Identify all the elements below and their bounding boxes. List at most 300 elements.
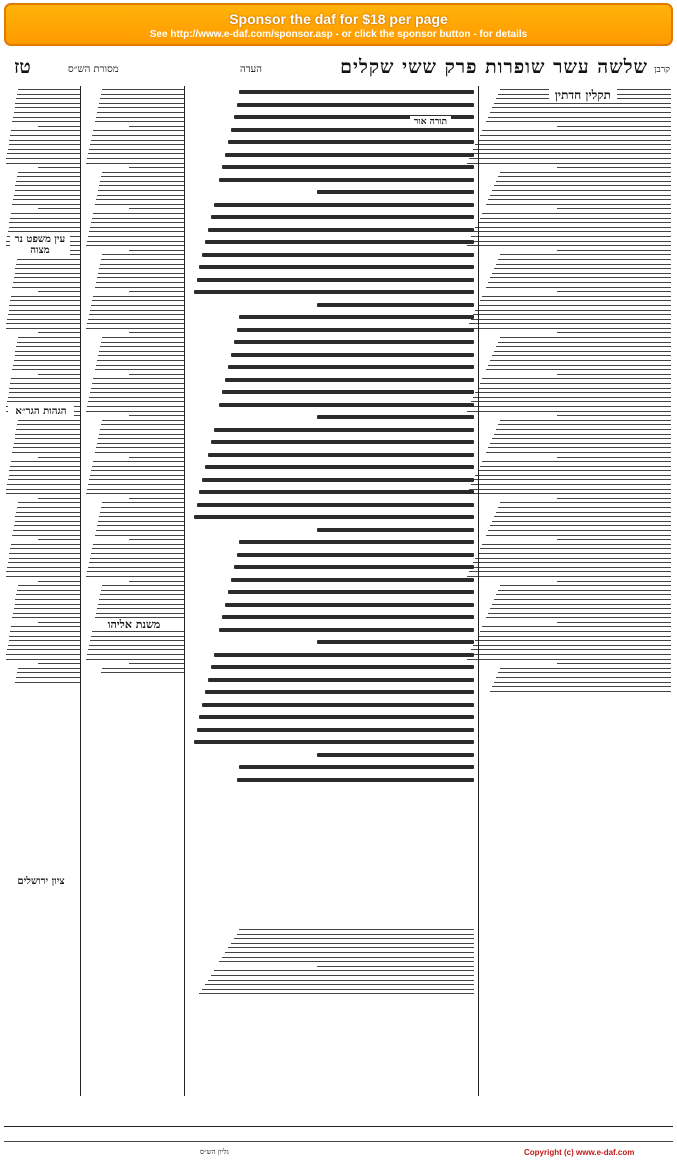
text-line — [16, 98, 80, 99]
text-line — [100, 181, 184, 182]
text-line — [18, 420, 80, 421]
text-line — [97, 608, 184, 609]
text-line — [557, 332, 671, 333]
text-line — [11, 626, 80, 627]
text-line — [86, 493, 184, 494]
text-line — [494, 434, 671, 435]
text-line — [208, 228, 474, 232]
commentary-column-right — [463, 86, 671, 1096]
text-line — [14, 195, 80, 196]
text-line — [88, 649, 184, 650]
text-line — [492, 107, 671, 108]
text-line — [92, 466, 184, 467]
text-line — [86, 328, 184, 329]
text-line — [317, 415, 474, 419]
text-line — [87, 571, 184, 572]
text-line — [8, 479, 80, 480]
text-line — [12, 452, 80, 453]
text-line — [129, 374, 184, 375]
text-line — [11, 378, 80, 379]
text-line — [89, 397, 184, 398]
text-line — [91, 305, 184, 306]
text-line — [317, 966, 474, 967]
text-line — [15, 190, 80, 191]
text-line — [18, 172, 80, 173]
text-line — [482, 461, 671, 462]
talmud-page — [0, 86, 677, 1132]
text-line — [14, 608, 80, 609]
text-line — [15, 599, 80, 600]
text-line — [473, 562, 671, 563]
text-line — [496, 181, 671, 182]
sponsor-title[interactable]: Sponsor the daf for $18 per page — [229, 11, 448, 27]
text-line — [9, 475, 80, 476]
text-line — [211, 665, 474, 669]
text-line — [557, 291, 671, 292]
text-line — [237, 103, 474, 107]
text-line — [492, 521, 671, 522]
text-line — [86, 576, 184, 577]
text-line — [557, 457, 671, 458]
text-line — [87, 654, 184, 655]
text-line — [90, 392, 184, 393]
text-line — [317, 303, 474, 307]
text-line — [97, 195, 184, 196]
column-divider — [80, 86, 81, 1096]
text-line — [18, 502, 80, 503]
hagahot-heading: הגהות הגר״א — [8, 406, 74, 417]
text-line — [486, 369, 671, 370]
text-line — [469, 323, 671, 324]
text-line — [98, 107, 184, 108]
text-line — [467, 245, 671, 246]
text-line — [234, 938, 474, 939]
text-line — [478, 553, 671, 554]
text-line — [6, 659, 80, 660]
text-line — [102, 668, 184, 669]
text-line — [95, 369, 184, 370]
text-line — [90, 475, 184, 476]
text-line — [96, 447, 184, 448]
text-line — [199, 993, 474, 994]
text-line — [202, 703, 474, 707]
text-line — [239, 929, 474, 930]
text-line — [99, 185, 184, 186]
text-line — [15, 268, 80, 269]
text-line — [88, 484, 184, 485]
text-line — [12, 121, 80, 122]
text-line — [239, 765, 474, 769]
text-line — [99, 599, 184, 600]
text-line — [16, 594, 80, 595]
text-line — [11, 461, 80, 462]
text-line — [490, 360, 671, 361]
text-line — [86, 245, 184, 246]
text-line — [478, 305, 671, 306]
text-line — [7, 153, 80, 154]
text-line — [93, 544, 184, 545]
text-line — [208, 453, 474, 457]
text-line — [100, 594, 184, 595]
text-line — [93, 213, 184, 214]
text-line — [486, 287, 671, 288]
text-line — [222, 165, 474, 169]
text-line — [18, 337, 80, 338]
text-line — [475, 310, 671, 311]
text-line — [8, 231, 80, 232]
text-line — [96, 199, 184, 200]
text-line — [488, 117, 671, 118]
text-line — [480, 218, 671, 219]
text-line — [15, 355, 80, 356]
text-line — [490, 112, 671, 113]
text-line — [102, 89, 184, 90]
text-line — [87, 241, 184, 242]
header-chapter-title: שלשה עשר שופרות פרק ששי שקלים — [340, 56, 648, 78]
text-line — [87, 323, 184, 324]
text-line — [488, 613, 671, 614]
text-line — [197, 278, 474, 282]
text-line — [478, 222, 671, 223]
text-line — [205, 984, 474, 985]
text-line — [486, 204, 671, 205]
text-line — [10, 466, 80, 467]
text-line — [98, 273, 184, 274]
text-line — [486, 535, 671, 536]
text-line — [231, 353, 474, 357]
text-line — [199, 490, 474, 494]
text-line — [11, 296, 80, 297]
text-line — [239, 540, 474, 544]
text-line — [129, 208, 184, 209]
text-line — [14, 277, 80, 278]
text-line — [471, 236, 671, 237]
text-line — [214, 653, 474, 657]
text-line — [97, 443, 184, 444]
text-line — [6, 571, 80, 572]
text-line — [9, 222, 80, 223]
text-line — [475, 392, 671, 393]
text-line — [473, 314, 671, 315]
text-line — [7, 319, 80, 320]
text-line — [100, 512, 184, 513]
text-line — [14, 112, 80, 113]
text-line — [17, 424, 80, 425]
text-line — [482, 544, 671, 545]
text-line — [91, 388, 184, 389]
text-line — [98, 190, 184, 191]
text-line — [202, 253, 474, 257]
text-line — [211, 440, 474, 444]
text-line — [6, 163, 80, 164]
text-line — [6, 654, 80, 655]
text-line — [317, 753, 474, 757]
text-line — [102, 585, 184, 586]
text-line — [475, 558, 671, 559]
text-line — [92, 300, 184, 301]
text-line — [234, 565, 474, 569]
text-line — [129, 250, 184, 251]
text-line — [214, 970, 474, 971]
commentary-column-middle — [84, 86, 184, 1066]
text-line — [494, 516, 671, 517]
text-line — [7, 484, 80, 485]
text-line — [219, 403, 474, 407]
text-line — [9, 392, 80, 393]
text-line — [557, 539, 671, 540]
text-line — [490, 525, 671, 526]
text-line — [480, 300, 671, 301]
text-line — [222, 615, 474, 619]
text-line — [99, 103, 184, 104]
text-line — [38, 457, 80, 458]
text-line — [99, 268, 184, 269]
text-line — [100, 264, 184, 265]
text-line — [89, 231, 184, 232]
text-line — [478, 636, 671, 637]
sponsor-banner[interactable] — [4, 3, 673, 46]
text-line — [500, 585, 671, 586]
text-line — [225, 153, 474, 157]
text-line — [471, 567, 671, 568]
text-line — [89, 314, 184, 315]
text-line — [88, 319, 184, 320]
text-line — [14, 525, 80, 526]
text-line — [473, 149, 671, 150]
text-line — [10, 631, 80, 632]
text-line — [129, 415, 184, 416]
text-line — [93, 378, 184, 379]
text-line — [99, 434, 184, 435]
text-line — [96, 530, 184, 531]
text-line — [482, 378, 671, 379]
text-line — [97, 525, 184, 526]
text-line — [480, 466, 671, 467]
text-line — [38, 167, 80, 168]
text-line — [97, 360, 184, 361]
text-line — [473, 397, 671, 398]
text-line — [496, 594, 671, 595]
text-line — [205, 240, 474, 244]
copyright-notice[interactable]: Copyright (c) www.e-daf.com — [524, 1148, 635, 1157]
text-line — [13, 447, 80, 448]
text-line — [86, 659, 184, 660]
text-line — [469, 654, 671, 655]
text-line — [471, 484, 671, 485]
text-line — [88, 401, 184, 402]
text-line — [14, 360, 80, 361]
text-line — [557, 415, 671, 416]
text-line — [205, 690, 474, 694]
text-line — [194, 515, 474, 519]
text-line — [15, 516, 80, 517]
text-line — [15, 438, 80, 439]
text-line — [9, 310, 80, 311]
text-line — [17, 507, 80, 508]
text-line — [18, 668, 80, 669]
text-line — [97, 112, 184, 113]
text-line — [129, 581, 184, 582]
text-line — [471, 319, 671, 320]
text-line — [9, 144, 80, 145]
text-line — [102, 420, 184, 421]
text-line — [469, 406, 671, 407]
text-line — [222, 390, 474, 394]
text-line — [16, 512, 80, 513]
text-line — [10, 218, 80, 219]
text-line — [557, 126, 671, 127]
text-line — [486, 617, 671, 618]
text-line — [471, 153, 671, 154]
text-line — [38, 374, 80, 375]
text-line — [557, 374, 671, 375]
bottom-divider — [4, 1126, 673, 1127]
text-line — [237, 778, 474, 782]
text-line — [225, 603, 474, 607]
text-line — [500, 172, 671, 173]
text-line — [494, 682, 671, 683]
text-line — [9, 140, 80, 141]
text-line — [88, 236, 184, 237]
text-line — [492, 604, 671, 605]
text-line — [12, 369, 80, 370]
text-line — [11, 544, 80, 545]
text-line — [129, 457, 184, 458]
text-line — [96, 117, 184, 118]
text-line — [10, 300, 80, 301]
text-line — [89, 562, 184, 563]
text-line — [500, 502, 671, 503]
text-line — [225, 952, 474, 953]
text-line — [475, 640, 671, 641]
text-line — [197, 728, 474, 732]
text-line — [91, 636, 184, 637]
text-line — [8, 397, 80, 398]
text-line — [129, 167, 184, 168]
text-line — [482, 296, 671, 297]
text-line — [129, 291, 184, 292]
text-line — [9, 636, 80, 637]
text-line — [239, 315, 474, 319]
text-line — [15, 107, 80, 108]
text-line — [92, 383, 184, 384]
text-line — [17, 176, 80, 177]
text-line — [9, 640, 80, 641]
text-line — [199, 265, 474, 269]
text-line — [10, 383, 80, 384]
text-line — [18, 89, 80, 90]
text-line — [38, 539, 80, 540]
text-line — [488, 365, 671, 366]
text-line — [101, 424, 184, 425]
text-line — [98, 355, 184, 356]
text-line — [96, 282, 184, 283]
text-line — [129, 663, 184, 664]
text-line — [89, 149, 184, 150]
text-line — [90, 227, 184, 228]
text-line — [214, 203, 474, 207]
text-line — [15, 434, 80, 435]
text-line — [557, 167, 671, 168]
text-line — [8, 645, 80, 646]
text-line — [473, 479, 671, 480]
text-line — [467, 659, 671, 660]
text-line — [12, 287, 80, 288]
text-line — [496, 429, 671, 430]
text-line — [194, 740, 474, 744]
text-line — [16, 677, 80, 678]
text-line — [102, 337, 184, 338]
text-line — [10, 135, 80, 136]
text-line — [95, 452, 184, 453]
text-line — [490, 277, 671, 278]
text-line — [6, 493, 80, 494]
text-line — [197, 503, 474, 507]
text-line — [317, 640, 474, 644]
text-line — [496, 512, 671, 513]
text-line — [482, 626, 671, 627]
text-line — [482, 213, 671, 214]
text-line — [99, 516, 184, 517]
text-line — [557, 663, 671, 664]
text-line — [6, 323, 80, 324]
text-line — [95, 121, 184, 122]
text-line — [488, 282, 671, 283]
text-line — [202, 989, 474, 990]
text-line — [92, 135, 184, 136]
text-line — [219, 961, 474, 962]
text-line — [469, 489, 671, 490]
text-line — [478, 388, 671, 389]
text-line — [496, 264, 671, 265]
text-line — [471, 401, 671, 402]
text-line — [317, 528, 474, 532]
text-line — [467, 411, 671, 412]
text-line — [211, 975, 474, 976]
text-line — [38, 663, 80, 664]
torah-or-label: תורה אור — [410, 116, 451, 127]
text-line — [17, 342, 80, 343]
text-line — [211, 215, 474, 219]
tziyun-heading: ציון ירושלים — [8, 876, 74, 887]
mishnat-eliyahu-heading: משנת אליהו — [84, 618, 184, 631]
text-line — [38, 581, 80, 582]
column-divider — [184, 86, 185, 1096]
text-line — [90, 640, 184, 641]
text-line — [93, 461, 184, 462]
text-line — [91, 470, 184, 471]
header-korban: קרבן — [654, 65, 670, 75]
text-line — [17, 590, 80, 591]
text-line — [486, 452, 671, 453]
text-line — [95, 535, 184, 536]
text-line — [231, 128, 474, 132]
text-line — [101, 507, 184, 508]
text-line — [222, 957, 474, 958]
text-line — [219, 628, 474, 632]
text-line — [91, 222, 184, 223]
text-line — [228, 365, 474, 369]
text-line — [9, 388, 80, 389]
text-line — [38, 622, 80, 623]
text-line — [13, 282, 80, 283]
text-line — [92, 631, 184, 632]
text-line — [498, 507, 671, 508]
sponsor-subtitle[interactable]: See http://www.e-daf.com/sponsor.asp - or click the sponsor button - for details — [149, 29, 528, 40]
text-line — [194, 290, 474, 294]
text-line — [96, 613, 184, 614]
ein-mishpat-heading: עין משפט נר מצוה — [10, 234, 70, 256]
